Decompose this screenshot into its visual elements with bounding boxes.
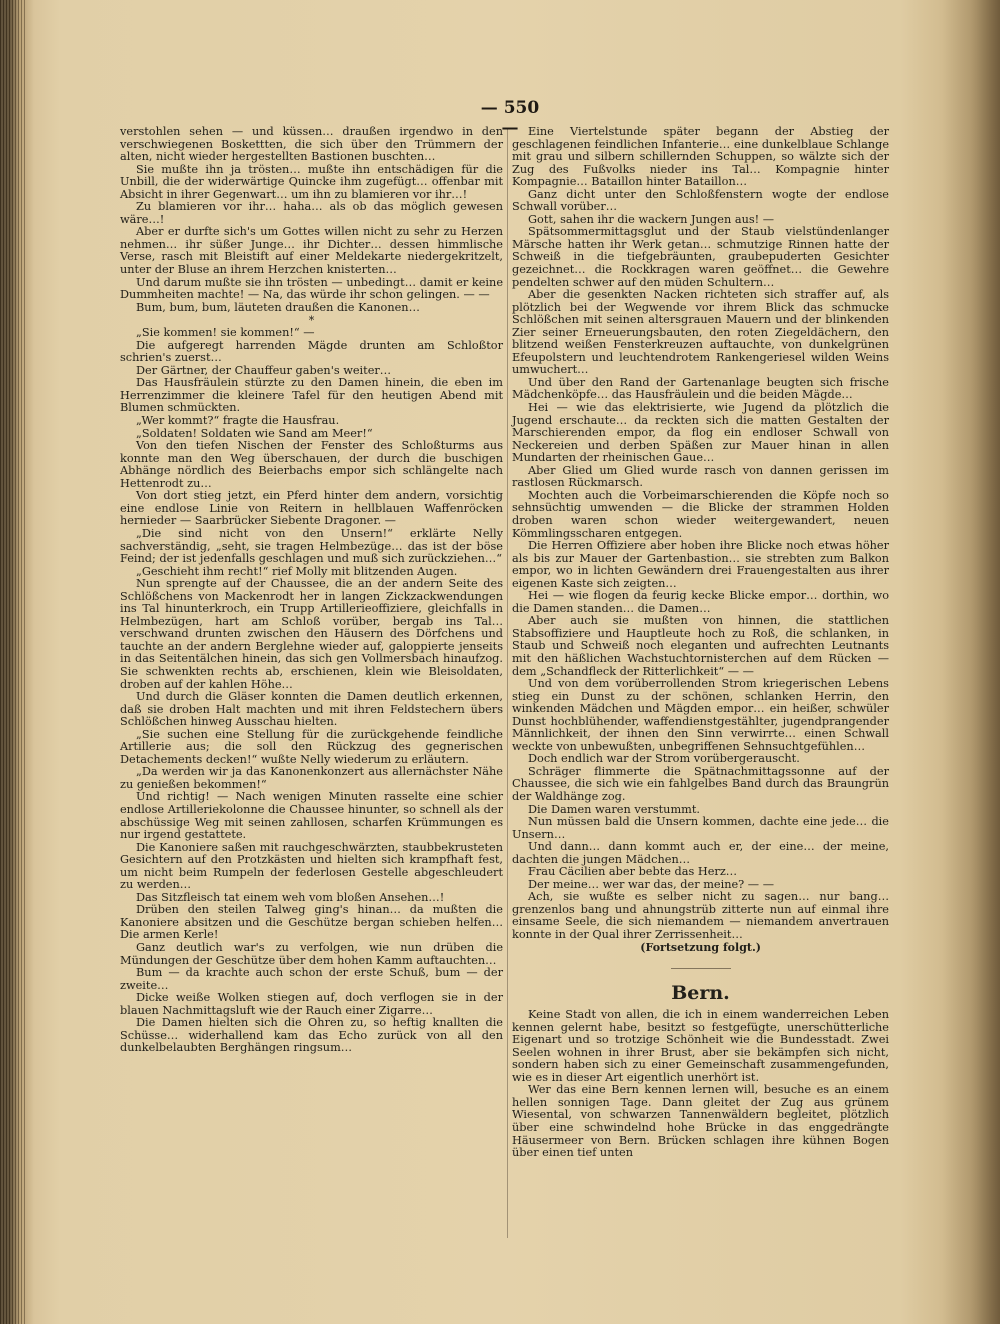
page-number: — 550 — (480, 98, 540, 138)
paragraph: „Da werden wir ja das Kanonenkonzert aus allernächster Nähe zu genießen bekommen!“ (120, 765, 503, 791)
paragraph: Wer das eine Bern kennen lernen will, besuche es an einem hellen sonnigen Tage. Dann gleitet der Zug aus grünem Wiesental, von schwarzen Tannenwäldern begleitet, plötzlich über eine schwindelnd hohe Brücke in das enggedrängte Häusermeer von Bern. Brücken schlagen ihre kühnen Bogen über einen tief unten (512, 1083, 889, 1160)
paragraph: Frau Cäcilien aber bebte das Herz… (528, 865, 738, 879)
paragraph: „Soldaten! Soldaten wie Sand am Meer!“ (136, 426, 373, 440)
paragraph: Der Gärtner, der Chauffeur gaben's weiter… (136, 363, 392, 377)
paragraph: Das Hausfräulein stürzte zu den Damen hinein, die eben im Herrenzimmer die kleinere Tafel für den heutigen Abend mit Blumen schmückten. (120, 376, 503, 415)
section-title: Bern. (671, 982, 730, 1005)
paragraph: Aber auch sie mußten von hinnen, die stattlichen Stabsoffiziere und Hauptleute hoch zu Roß, die schlanken, in Staub und Schweiß noch eleganten und aufrechten Leutnants mit den häßlichen Wachstuchtornisterchen auf dem Rücken — dem „Schandfleck der Ritterlichkeit“ — — (512, 614, 889, 678)
section-separator (671, 968, 731, 969)
story-continuation (512, 126, 889, 942)
paragraph: Doch endlich war der Strom vorübergerauscht. (528, 752, 800, 766)
paragraph: Und dann… dann kommt auch er, der eine… der meine, dachten die jungen Mädchen… (512, 840, 889, 866)
paragraph: Und über den Rand der Gartenanlage beugten sich frische Mädchenköpfe… das Hausfräulein und die beiden Mägde… (512, 375, 889, 402)
paragraph: Ganz dicht unter den Schloßfenstern wogte der endlose Schwall vorüber… (512, 187, 889, 214)
paragraph: Sie mußte ihn ja trösten… mußte ihn entschädigen für die Unbill, die der widerwärtige Quincke ihm zugefügt… offenbar mit Absicht in ihrer Gegenwart… um ihn zu blamieren vor ihr…! (120, 162, 503, 201)
paragraph: „Sie kommen! sie kommen!“ — (136, 326, 315, 340)
paragraph: Hei — wie flogen da feurig kecke Blicke empor… dorthin, wo die Damen standen… die Damen… (512, 589, 889, 615)
paragraph: Das Sitzfleisch tat einem weh vom bloßen Ansehen…! (136, 890, 445, 904)
paragraph: Die Herren Offiziere aber hoben ihre Blicke noch etwas höher als bis zur Mauer der Gartenbastion… sie strebten zum Balkon empor, wo in lichten Gewändern drei Frauengestalten aus ihrer eigenen Kaste sich zeigten… (512, 539, 889, 590)
paragraph: Von den tiefen Nischen der Fenster des Schloßturms aus konnte man den Weg überschauen, der durch die buschigen Abhänge nördlich des Beierbachs empor sich schlängelte nach Hettenrodt zu… (120, 439, 503, 490)
paragraph: Und von dem vorüberrollenden Strom kriegerischen Lebens stieg ein Dunst zu der schönen, schlanken Herrin, den winkenden Mädchen und Mägden empor… ein heißer, schwüler Dunst hochblühender, waffendienstgestählter, jugendprangender Männlichkeit, der ihnen den Sinn verwirrte… einen Schwall weckte von unbewußten, unbegriffenen Sehnsuchtgefühlen… (512, 677, 889, 753)
column-divider (507, 128, 508, 1238)
paragraph: „Wer kommt?“ fragte die Hausfrau. (136, 414, 340, 428)
paragraph: Bum, bum, bum, läuteten draußen die Kanonen… (136, 300, 420, 314)
paragraph: Aber er durfte sich's um Gottes willen nicht zu sehr zu Herzen nehmen… ihr süßer Junge… ihr Dichter… dessen himmlische Verse, rasch mit Bleistift auf einer Meldekarte niedergekritzelt, unter der Bluse an ihrem Herzchen knisterten… (120, 225, 503, 277)
page-right-edge (942, 0, 1000, 1324)
paragraph: Zu blamieren vor ihr… haha… als ob das möglich gewesen wäre…! (120, 200, 503, 226)
left-column (120, 126, 503, 1055)
paragraph: Aber die gesenkten Nacken richteten sich straffer auf, als plötzlich bei der Wegwende vor ihrem Blick das schmucke Schlößchen mit seinen altersgrauen Mauern und der blinkenden Zier seiner Erneuerungsbauten, den roten Ziegeldächern, den blitzend weißen Fensterkreuzen auftauchte, von dunkelgrünen Efeupolstern und leuchtendrotem Rankengeriesel wilden Weins umwuchert… (512, 288, 889, 377)
paragraph: Der meine… wer war das, der meine? — — (528, 877, 774, 891)
paragraph: Gott, sahen ihr die wackern Jungen aus! — (528, 212, 775, 226)
section-body (512, 1009, 889, 1160)
paragraph: Eine Viertelstunde später begann der Abstieg der geschlagenen feindlichen Infanterie… eine dunkelblaue Schlange mit grau und silbern schillernden Schuppen, so wälzte sich der Zug des Fußvolks nieder ins Tal… Kompagnie hinter Kompagnie… Bataillon hinter Bataillon… (512, 125, 889, 189)
paragraph: Und durch die Gläser konnten die Damen deutlich erkennen, daß sie droben Halt machten und mit ihren Feldstechern übers Schlößchen hinweg Ausschau hielten. (120, 690, 503, 729)
right-column (512, 126, 889, 1160)
paragraph: Ganz deutlich war's zu verfolgen, wie nun drüben die Mündungen der Geschütze über dem hohen Kamm auftauchten… (120, 941, 503, 967)
paragraph: Schräger flimmerte die Spätnachmittagssonne auf der Chaussee, die sich wie ein fahlgelbes Band durch das Braungrün der Waldhänge zog. (512, 764, 889, 803)
paragraph: Mochten auch die Vorbeimarschierenden die Köpfe noch so sehnsüchtig umwenden — die Blicke der strammen Holden droben waren schon wieder weitergewandert, neuen Kömmlingsscharen entgegen. (512, 488, 889, 540)
paragraph: „Sie suchen eine Stellung für die zurückgehende feindliche Artillerie aus; die soll den Rückzug des gegnerischen Detachements decken!“ wußte Nelly wiederum zu erläutern. (120, 727, 503, 766)
paragraph: Und darum mußte sie ihn trösten — unbedingt… damit er keine Dummheiten machte! — Na, das würde ihr schon gelingen. — — (120, 275, 503, 302)
paragraph: Von dort stieg jetzt, ein Pferd hinter dem andern, vorsichtig eine endlose Linie von Reitern in hellblauen Waffenröcken hernieder — Saarbrücker Siebente Dragoner. — (120, 489, 503, 528)
book-spine-edge (0, 0, 26, 1324)
paragraph: Bum — da krachte auch schon der erste Schuß, bum — der zweite… (120, 966, 503, 992)
paragraph: Dicke weiße Wolken stiegen auf, doch verflogen sie in der blauen Nachmittagsluft wie der Rauch einer Zigarre… (120, 991, 503, 1017)
paragraph: Die Damen hielten sich die Ohren zu, so heftig knallten die Schüsse… widerhallend kam das Echo zurück von all den dunkelbelaubten Berghängen ringsum… (120, 1016, 503, 1055)
paragraph: verstohlen sehen — und küssen… draußen irgendwo in den verschwiegenen Boskettten, die sich über den Trümmern der alten, nicht wieder hergestellten Bastionen buschten… (120, 125, 503, 164)
continuation-note: (Fortsetzung folgt.) (640, 940, 761, 954)
paragraph: Die Kanoniere saßen mit rauchgeschwärzten, staubbekrusteten Gesichtern auf den Protzkästen und hielten sich krampfhaft fest, um nicht beim Rumpeln der federlosen Gestelle abgeschleudert zu werden… (120, 840, 503, 892)
paragraph: Aber Glied um Glied wurde rasch von dannen gerissen im rastlosen Rückmarsch. (512, 463, 889, 490)
paragraph: „Die sind nicht von den Unsern!“ erklärte Nelly sachverständig, „seht, sie tragen Helmbezüge… das ist der böse Feind; der ist jedenfalls geschlagen und muß sich zurückziehen…“ (120, 526, 503, 566)
paragraph: Und richtig! — Nach wenigen Minuten rasselte eine schier endlose Artilleriekolonne die Chaussee hinunter, so schnell als der abschüssige Weg mit seinen zahllosen, scharfen Krümmungen es nur irgend gestattete. (120, 790, 503, 842)
paragraph: Nun sprengte auf der Chaussee, die an der andern Seite des Schlößchens von Mackenrodt her in langen Zickzackwendungen ins Tal hinunterkroch, ein Trupp Artillerieoffiziere, gleichfalls in Helmbezügen, hart am Schloß vorüber, bergab ins Tal… verschwand drunten zwischen den Häusern des Dörfchens und tauchte an der andern Berglehne wieder auf, galoppierte jenseits in das Seitentälchen hinein, das sich gen Vollmersbach hinaufzog. Sie schwenkten rechts ab, erschienen, klein wie Bleisoldaten, droben auf der kahlen Höhe… (120, 577, 503, 691)
paragraph: Keine Stadt von allen, die ich in einem wanderreichen Leben kennen gelernt habe, besitzt so festgefügte, unerschütterliche Eigenart und so trotzige Schönheit wie die Bundesstadt. Zwei Seelen wohnen in ihrer Brust, aber sie bekämpfen sich nicht, sondern haben sich zu einer Gemeinschaft zusammengefunden, wie es in dieser Art eigentlich unerhört ist. (512, 1008, 889, 1084)
paragraph: Hei — wie das elektrisierte, wie Jugend da plötzlich die Jugend erschaute… da reckten sich die matten Gestalten der Marschierenden empor, da flog ein endloser Schwall von Neckereien und derben Späßen zur Mauer hinan in allen Mundarten der rheinischen Gaue… (512, 401, 889, 465)
paragraph: Spätsommermittagsglut und der Staub vielstündenlanger Märsche hatten ihr Werk getan… schmutzige Rinnen hatte der Schweiß in die tiefgebräunten, graubepuderten Gesichter gezeichnet… die Rockkragen waren geöffnet… die Gewehre pendelten schwer auf den müden Schultern… (512, 225, 889, 289)
paragraph: Drüben den steilen Talweg ging's hinan… da mußten die Kanoniere absitzen und die Geschütze bergan schieben helfen… Die armen Kerle! (120, 903, 503, 942)
paragraph: Die Damen waren verstummt. (528, 802, 700, 816)
paragraph: Nun müssen bald die Unsern kommen, dachte eine jede… die Unsern… (512, 815, 889, 841)
paragraph: Ach, sie wußte es selber nicht zu sagen… nur bang… grenzenlos bang und ahnungstrüb zitterte nun auf einmal ihre einsame Seele, die sich niemandem — niemandem anvertrauen konnte in der Qual ihrer Zerrissenheit… (512, 890, 889, 941)
paragraph: Die aufgeregt harrenden Mägde drunten am Schloßtor schrien's zuerst… (120, 338, 503, 365)
section-break-star: * (308, 314, 315, 328)
paragraph: „Geschieht ihm recht!“ rief Molly mit blitzenden Augen. (136, 564, 458, 578)
